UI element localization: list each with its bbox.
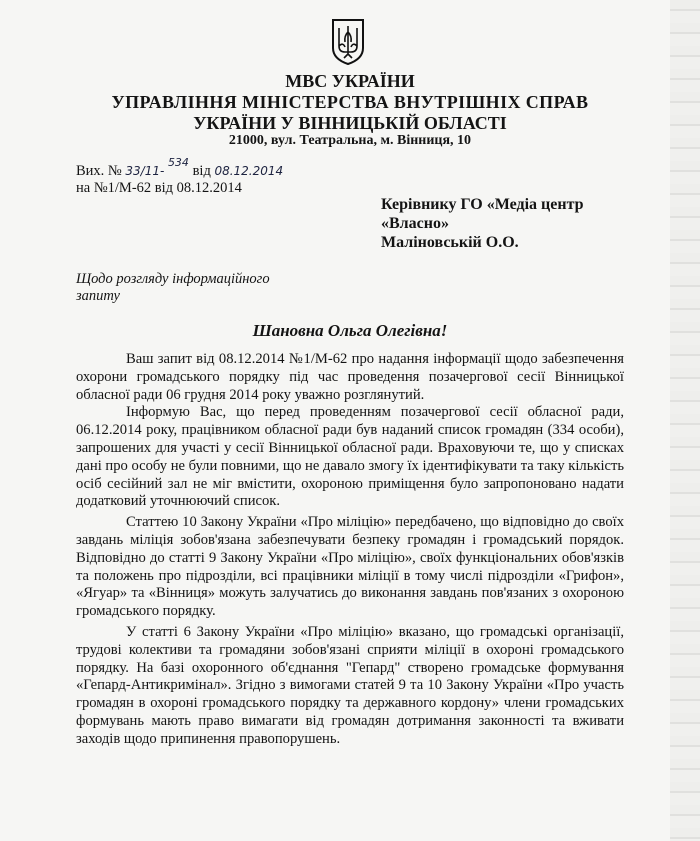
outgoing-number-suffix: 534	[167, 156, 189, 169]
org-address: 21000, вул. Театральна, м. Вінниця, 10	[228, 133, 472, 148]
letter-body	[76, 351, 624, 749]
body-paragraph-4: У статті 6 Закону України «Про міліцію» вказано, що громадські організації, трудові колективи та громадяни зобов'язані сприяти міліції в охороні громадського порядку. На базі охоронного об'єднання "Гепард" створено громадське формування «Гепард-Антикримінал». Згідно з вимогами статей 9 та 10 Закону України «Про участь громадян в охороні громадського порядку та державного кордону» члени громадських формувань мають право вимагати від громадян дотримання законності та вживати заходів щодо припинення правопорушень.	[76, 623, 624, 747]
org-line-mvs: МВС УКРАЇНИ	[285, 71, 415, 91]
subject-line-1: Щодо розгляду інформаційного	[76, 271, 270, 287]
outgoing-date-label: від	[192, 163, 211, 179]
subject-line-2: запиту	[76, 288, 120, 304]
salutation: Шановна Ольга Олегівна!	[252, 321, 448, 340]
reference-number: на №1/М-62 від 08.12.2014	[76, 180, 242, 196]
addressee-line-2: «Власно»	[381, 215, 449, 232]
addressee-line-3: Маліновській О.О.	[381, 234, 519, 251]
outgoing-prefix: Вих. №	[76, 163, 122, 179]
body-paragraph-3: Статтею 10 Закону України «Про міліцію» передбачено, що відповідно до своїх завдань міліція зобов'язана забезпечувати безпеку громадян і громадський порядок. Відповідно до статті 9 Закону України «Про міліцію», своїх функціональних обов'язків та положень про підрозділи, всі працівники міліції в тому числі підрозділи «Грифон», «Ягуар» та «Вінниця» можуть залучатись до виконання завдань пов'язаних з охороною громадського порядку.	[76, 514, 624, 620]
outgoing-date-handwritten: 08.12.2014	[214, 164, 284, 178]
org-line-department: УПРАВЛІННЯ МІНІСТЕРСТВА ВНУТРІШНІХ СПРАВ	[111, 92, 589, 112]
body-paragraph-2: Інформую Вас, що перед проведенням позачергової сесії обласної ради, 06.12.2014 року, працівником обласної ради був наданий список громадян (334 особи), запрошених для участі у сесії Вінницької обласної ради. Враховуючи те, що у списках дані про особу не були повними, що не давало змогу їх ідентифікувати та таку кількість осіб сесійний зал не міг вмістити, охороною приміщення було запропоновано надати додатковий уточнюючий список.	[76, 404, 625, 510]
org-line-region: УКРАЇНИ У ВІННИЦЬКІЙ ОБЛАСТІ	[193, 113, 507, 133]
addressee-line-1: Керівнику ГО «Медіа центр	[381, 196, 584, 213]
outgoing-number-handwritten: 33/11-	[125, 164, 165, 178]
trident-emblem-icon	[331, 18, 365, 66]
outgoing-number	[76, 156, 284, 180]
body-paragraph-1: Ваш запит від 08.12.2014 №1/М-62 про надання інформації щодо забезпечення охорони громадського порядку під час проведення позачергової сесії Вінницької обласної ради 06 грудня 2014 року уважно розглянутий.	[76, 351, 624, 403]
